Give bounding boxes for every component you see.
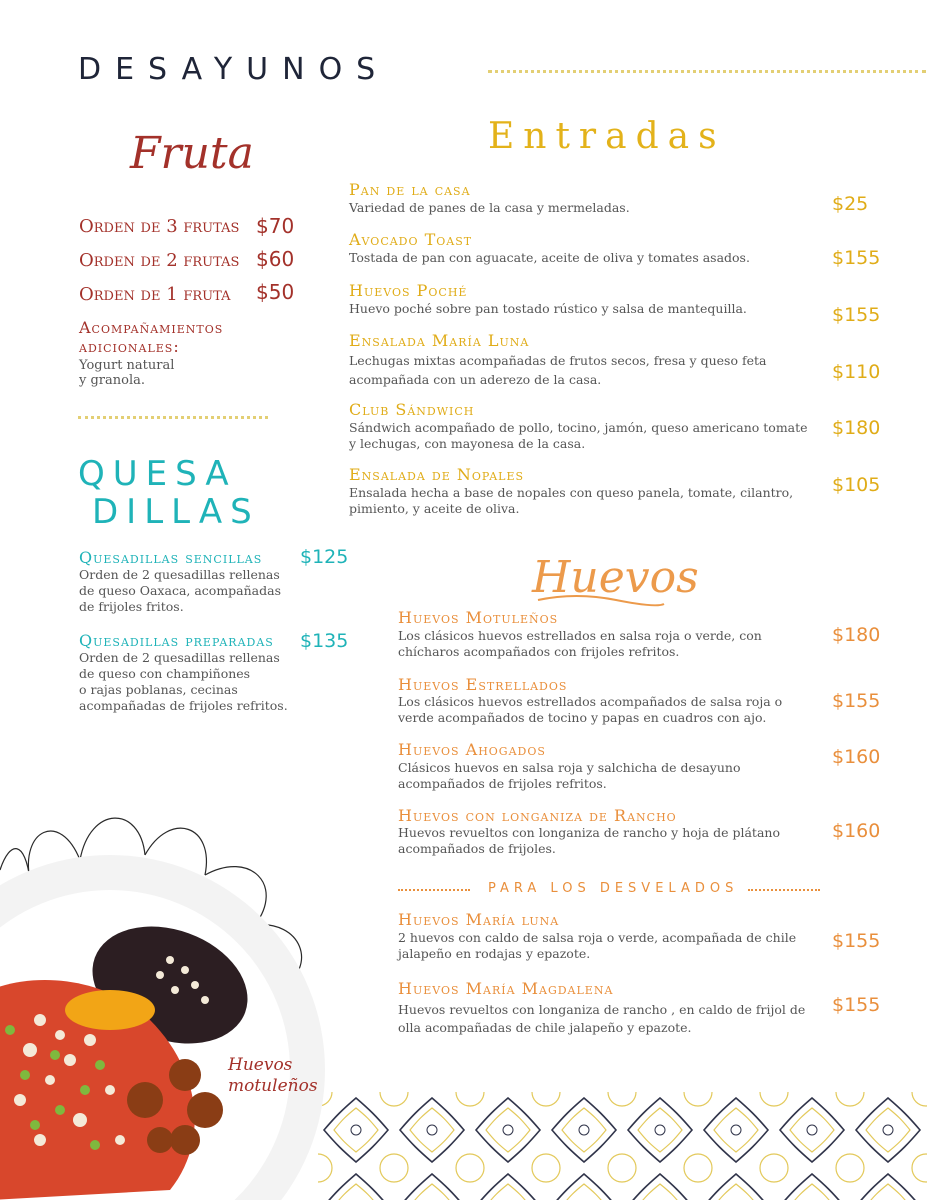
desc-line: olla acompañadas de chile jalapeño y epazote.	[398, 1020, 692, 1035]
huevos-item-price: $155	[832, 994, 881, 1016]
entrada-item-name: Huevos Poché	[349, 281, 468, 300]
huevos-item-name: Huevos Estrellados	[398, 675, 568, 694]
desc-line: Tostada de pan con aguacate, aceite de oliva y tomates asados.	[349, 250, 750, 265]
fruit-item-price: $70	[256, 214, 295, 238]
desc-line: acompañada con un aderezo de la casa.	[349, 372, 602, 387]
huevos-item-price: $160	[832, 746, 881, 768]
desc-line: Ensalada hecha a base de nopales con queso panela, tomate, cilantro,	[349, 485, 794, 500]
quesadilla-item-price: $125	[300, 546, 349, 568]
quesadillas-title-line: DILLAS	[92, 492, 260, 532]
desc-line: verde acompañados de tocino y papas en cuadros con ajo.	[398, 710, 767, 725]
desc-line: de queso con champiñones	[79, 666, 251, 681]
extras-description	[79, 358, 174, 388]
entrada-item-name: Avocado Toast	[349, 230, 473, 249]
quesadilla-item-name: Quesadillas preparadas	[79, 631, 274, 650]
entrada-item-name: Ensalada de Nopales	[349, 465, 525, 484]
desc-line: Lechugas mixtas acompañadas de frutos secos, fresa y queso feta	[349, 353, 767, 368]
huevos-item-name: Huevos María luna	[398, 910, 560, 929]
photo-caption-line: Huevos	[228, 1055, 293, 1075]
desvelados-divider-right	[748, 889, 820, 891]
desc-line: acompañados de frijoles refritos.	[398, 776, 607, 791]
huevos-item-name: Huevos Motuleños	[398, 608, 559, 627]
quesadilla-item-desc	[79, 567, 281, 615]
entrada-item-desc	[349, 250, 750, 266]
fruit-item-price: $50	[256, 280, 295, 304]
huevos-item-desc	[398, 628, 762, 660]
desc-line: 2 huevos con caldo de salsa roja o verde, acompañada de chile	[398, 930, 797, 945]
quesadilla-item-price: $135	[300, 630, 349, 652]
entrada-item-desc	[349, 351, 766, 389]
page-title: DESAYUNOS	[78, 52, 390, 87]
photo-caption	[228, 1055, 318, 1097]
extras-line: y granola.	[79, 373, 146, 388]
desc-line: Huevos revueltos con longaniza de rancho , en caldo de frijol de	[398, 1002, 806, 1017]
entrada-item-name: Pan de la casa	[349, 180, 471, 199]
huevos-item-price: $155	[832, 690, 881, 712]
entrada-item-price: $155	[832, 304, 881, 326]
entrada-item-price: $25	[832, 193, 869, 215]
desvelados-divider-left	[398, 889, 470, 891]
desc-line: Orden de 2 quesadillas rellenas	[79, 567, 280, 582]
desc-line: Sándwich acompañado de pollo, tocino, jamón, queso americano tomate	[349, 420, 808, 435]
entrada-item-price: $180	[832, 417, 881, 439]
desc-line: acompañadas de frijoles refritos.	[79, 698, 288, 713]
tile-pattern	[318, 1092, 927, 1200]
desc-line: o rajas poblanas, cecinas	[79, 682, 238, 697]
huevos-item-desc	[398, 760, 741, 792]
desc-line: Variedad de panes de la casa y mermeladas.	[349, 200, 630, 215]
huevos-item-desc	[398, 930, 796, 962]
entrada-item-price: $105	[832, 474, 881, 496]
huevos-item-desc	[398, 1001, 805, 1037]
fruit-item-name: Orden de 3 frutas	[79, 216, 240, 237]
desvelados-label: PARA LOS DESVELADOS	[488, 881, 739, 896]
photo-caption-line: motuleños	[228, 1076, 318, 1096]
desc-line: de queso Oaxaca, acompañadas	[79, 583, 281, 598]
huevos-item-name: Huevos con longaniza de Rancho	[398, 806, 677, 825]
huevos-item-desc	[398, 694, 782, 726]
quesadilla-item-name: Quesadillas sencillas	[79, 548, 263, 567]
extras-line: Yogurt natural	[79, 358, 175, 373]
entrada-item-name: Ensalada María Luna	[349, 331, 530, 350]
food-photo	[0, 800, 345, 1200]
desc-line: jalapeño en rodajas y epazote.	[398, 946, 591, 961]
huevos-item-price: $155	[832, 930, 881, 952]
desc-line: Huevos revueltos con longaniza de rancho y hoja de plátano	[398, 825, 780, 840]
entradas-title: Entradas	[488, 116, 726, 157]
entrada-item-desc	[349, 200, 630, 216]
desc-line: Clásicos huevos en salsa roja y salchicha de desayuno	[398, 760, 741, 775]
desc-line: de frijoles fritos.	[79, 599, 184, 614]
huevos-item-name: Huevos Ahogados	[398, 740, 546, 759]
desc-line: y lechugas, con mayonesa de la casa.	[349, 436, 586, 451]
fruit-item-name: Orden de 1 fruta	[79, 284, 231, 305]
huevos-item-name: Huevos María Magdalena	[398, 979, 614, 998]
entrada-item-desc	[349, 420, 808, 452]
desc-line: pimiento, y aceite de oliva.	[349, 501, 520, 516]
entrada-item-price: $110	[832, 361, 881, 383]
fruta-divider	[78, 416, 268, 419]
entrada-item-price: $155	[832, 247, 881, 269]
huevos-item-price: $180	[832, 624, 881, 646]
desc-line: Los clásicos huevos estrellados acompañados de salsa roja o	[398, 694, 783, 709]
desc-line: chícharos acompañados con frijoles refritos.	[398, 644, 680, 659]
huevos-item-desc	[398, 825, 780, 857]
quesadillas-title-line: QUESA	[78, 454, 237, 494]
extras-label: Acompañamientos adicionales:	[79, 318, 224, 356]
header-divider	[488, 70, 926, 73]
quesadilla-item-desc	[79, 650, 288, 714]
fruit-item-name: Orden de 2 frutas	[79, 250, 240, 271]
huevos-title: Huevos	[532, 552, 699, 603]
quesadillas-title	[78, 455, 260, 531]
fruta-title: Fruta	[130, 128, 254, 179]
desc-line: Orden de 2 quesadillas rellenas	[79, 650, 280, 665]
entrada-item-desc	[349, 301, 747, 317]
entrada-item-desc	[349, 485, 793, 517]
desc-line: Huevo poché sobre pan tostado rústico y salsa de mantequilla.	[349, 301, 747, 316]
huevos-item-price: $160	[832, 820, 881, 842]
desc-line: acompañados de frijoles.	[398, 841, 556, 856]
huevos-flourish	[536, 590, 666, 610]
entrada-item-name: Club Sándwich	[349, 400, 475, 419]
desc-line: Los clásicos huevos estrellados en salsa roja o verde, con	[398, 628, 762, 643]
fruit-item-price: $60	[256, 247, 295, 271]
